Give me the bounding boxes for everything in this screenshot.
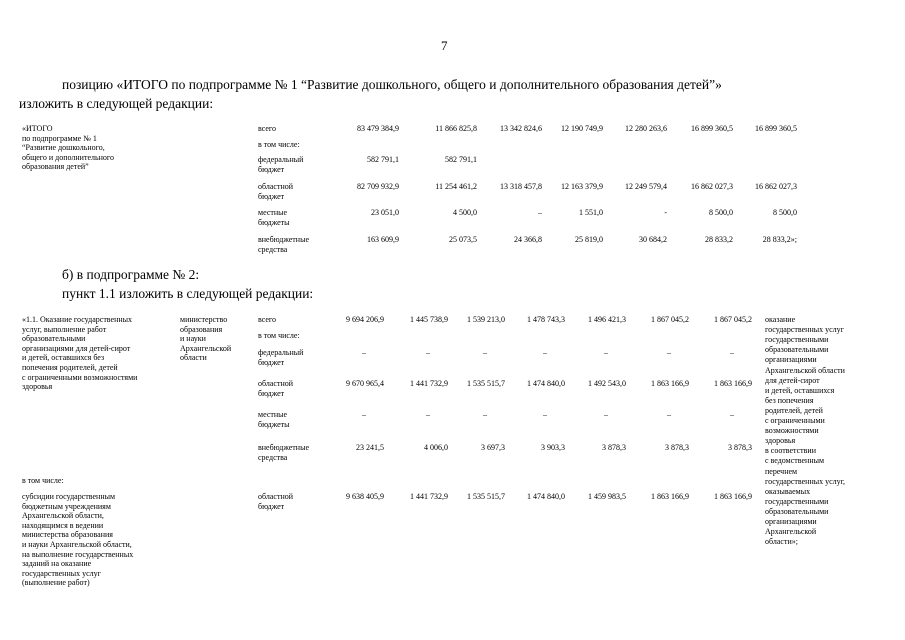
amount-cell: – — [426, 348, 430, 357]
amount-cell: 25 819,0 — [575, 235, 603, 244]
amount-cell: – — [426, 410, 430, 419]
result-line: государственными — [765, 335, 829, 345]
result-line: организациями — [765, 517, 817, 526]
amount-cell: 1 539 213,0 — [467, 315, 505, 324]
intro-line-2: изложить в следующей редакции: — [19, 96, 214, 111]
amount-cell: 16 899 360,5 — [755, 124, 797, 133]
subsidy-label-line: (выполнение работ) — [22, 578, 90, 588]
subsidy-label-line: министерства образования — [22, 530, 113, 540]
amount-cell: 11 254 461,2 — [435, 182, 477, 191]
amount-cell: 1 441 732,9 — [410, 492, 448, 501]
result-line: Архангельской области — [765, 365, 845, 375]
result-line: области»; — [765, 537, 798, 547]
amount-cell: – — [483, 410, 487, 419]
amount-cell: 1 863 166,9 — [714, 379, 752, 388]
amount-cell: 25 073,5 — [449, 235, 477, 244]
funding-source-label: бюджеты — [258, 218, 290, 227]
amount-cell: 1 867 045,2 — [651, 315, 689, 324]
amount-cell: – — [667, 348, 671, 357]
executor-line: министерство — [180, 315, 228, 324]
executor-line: области — [180, 353, 207, 363]
funding-source-label: в том числе: — [258, 331, 300, 340]
subsidy-label-line: и науки Архангельской области, — [22, 540, 132, 549]
item-label-line: и детей, оставшихся без — [22, 353, 105, 363]
subsidy-label-line: государственных услуг — [22, 568, 101, 578]
result-line: образовательными — [765, 506, 829, 516]
amount-cell: - — [664, 208, 667, 217]
executor-line: образования — [180, 324, 223, 334]
amount-cell: 16 862 027,3 — [755, 182, 797, 191]
total-label-line: «ИТОГО — [22, 124, 53, 133]
funding-source-label: средства — [258, 245, 288, 254]
executor-line: и науки — [180, 334, 206, 344]
item-label-line: здоровья — [22, 382, 53, 392]
amount-cell: – — [483, 348, 487, 357]
intro-line-1: позицию «ИТОГО по подпрограмме № 1 “Развитие дошкольного, общего и дополнительного образования детей”» — [62, 77, 722, 92]
amount-cell: 3 878,3 — [602, 443, 626, 452]
amount-cell: 1 459 983,5 — [588, 492, 626, 501]
amount-cell: 1 867 045,2 — [714, 315, 752, 324]
amount-cell: 11 866 825,8 — [435, 124, 477, 133]
amount-cell: – — [604, 348, 608, 357]
amount-cell: 23 051,0 — [371, 208, 399, 217]
result-line: возможностями — [765, 426, 819, 436]
executor-line: Архангельской — [180, 343, 232, 353]
funding-source-label: областной — [258, 492, 294, 501]
result-line: родителей, детей — [765, 405, 823, 415]
subsidy-label-line: субсидии государственным — [22, 492, 116, 501]
funding-source-label: бюджет — [258, 502, 285, 511]
amount-cell: – — [362, 348, 366, 357]
amount-cell: 12 190 749,9 — [561, 124, 603, 133]
amount-cell: 1 474 840,0 — [527, 379, 565, 388]
subsidy-label-line: находящимся в ведении — [22, 520, 104, 530]
amount-cell: 13 318 457,8 — [500, 182, 542, 191]
funding-source-label: областной — [258, 182, 294, 191]
amount-cell: 28 833,2 — [705, 235, 733, 244]
funding-source-label: федеральный — [258, 155, 304, 164]
result-line: оказываемых — [765, 486, 811, 496]
amount-cell: 30 684,2 — [639, 235, 667, 244]
amount-cell: – — [362, 410, 366, 419]
funding-source-label: бюджет — [258, 389, 285, 398]
total-label-line: общего и дополнительного — [22, 152, 114, 162]
amount-cell: 1 535 515,7 — [467, 492, 505, 501]
result-line: Архангельской — [765, 527, 817, 537]
result-line: образовательными — [765, 345, 829, 355]
funding-source-label: местные — [258, 410, 288, 419]
amount-cell: 3 878,3 — [665, 443, 689, 452]
amount-cell: 8 500,0 — [709, 208, 733, 217]
amount-cell: 1 496 421,3 — [588, 315, 626, 324]
funding-source-label: всего — [258, 315, 277, 324]
amount-cell: 1 478 743,3 — [527, 315, 565, 324]
funding-source-label: бюджет — [258, 192, 285, 201]
amount-cell: 28 833,2»; — [762, 235, 797, 244]
result-line: для детей-сирот — [765, 375, 820, 385]
amount-cell: 1 474 840,0 — [527, 492, 565, 501]
funding-source-label: всего — [258, 124, 277, 133]
item-label-line: услуг, выполнение работ — [22, 324, 107, 334]
result-line: здоровья — [765, 436, 796, 446]
subsidy-label-line: бюджетным учреждениям — [22, 501, 111, 511]
amount-cell: 582 791,1 — [367, 155, 399, 164]
amount-cell: 1 535 515,7 — [467, 379, 505, 388]
amount-cell: 83 479 384,9 — [357, 124, 399, 133]
result-line: с ведомственным — [765, 456, 825, 466]
amount-cell: – — [730, 410, 734, 419]
amount-cell: 1 863 166,9 — [714, 492, 752, 501]
amount-cell: 16 899 360,5 — [691, 124, 733, 133]
amount-cell: – — [730, 348, 734, 357]
amount-cell: 4 006,0 — [424, 443, 448, 452]
result-line: перечнем — [765, 466, 798, 476]
amount-cell: 16 862 027,3 — [691, 182, 733, 191]
amount-cell: 82 709 932,9 — [357, 182, 399, 191]
amount-cell: 13 342 824,6 — [500, 124, 542, 133]
amount-cell: 9 638 405,9 — [346, 492, 384, 501]
section-b-line-1: б) в подпрограмме № 2: — [62, 267, 200, 282]
funding-source-label: внебюджетные — [258, 443, 309, 452]
result-line: государственных услуг — [765, 325, 844, 335]
amount-cell: 12 163 379,9 — [561, 182, 603, 191]
result-line: с ограниченными — [765, 416, 825, 425]
subsidy-label-line: Архангельской области, — [22, 511, 104, 521]
amount-cell: 23 241,5 — [356, 443, 384, 452]
funding-source-label: бюджеты — [258, 420, 290, 429]
subsidy-label-line: на выполнение государственных — [22, 549, 134, 559]
amount-cell: 9 694 206,9 — [346, 315, 384, 324]
item-label-line: с ограниченными возможностями — [22, 372, 138, 382]
amount-cell: 9 670 965,4 — [346, 379, 384, 388]
section-b-line-2: пункт 1.1 изложить в следующей редакции: — [62, 286, 314, 301]
funding-source-label: бюджет — [258, 165, 285, 174]
result-line: государственных услуг, — [765, 476, 846, 486]
amount-cell: 3 903,3 — [541, 443, 565, 452]
total-label-line: “Развитие дошкольного, — [22, 143, 105, 152]
result-line: государственными — [765, 496, 829, 506]
amount-cell: 1 492 543,0 — [588, 379, 626, 388]
total-label-line: по подпрограмме № 1 — [22, 133, 97, 143]
page-number: 7 — [441, 38, 448, 53]
result-line: и детей, оставшихся — [765, 385, 835, 395]
item-label-line: организациями для детей-сирот — [22, 343, 131, 353]
result-line: в соответствии — [765, 446, 816, 456]
amount-cell: 1 445 738,9 — [410, 315, 448, 324]
subsidy-label-line: заданий на оказание — [22, 559, 92, 569]
funding-source-label: местные — [258, 208, 288, 217]
funding-source-label: в том числе: — [258, 140, 300, 149]
funding-source-label: бюджет — [258, 358, 285, 367]
amount-cell: 163 609,9 — [367, 235, 399, 244]
funding-source-label: внебюджетные — [258, 235, 309, 244]
including-label: в том числе: — [22, 476, 64, 485]
amount-cell: 1 863 166,9 — [651, 379, 689, 388]
item-label-line: попечения родителей, детей — [22, 363, 118, 372]
amount-cell: 3 697,3 — [481, 443, 505, 452]
amount-cell: 24 366,8 — [514, 235, 542, 244]
result-line: без попечения — [765, 395, 814, 405]
amount-cell: 3 878,3 — [728, 443, 752, 452]
item-label-line: «1.1. Оказание государственных — [22, 315, 133, 324]
amount-cell: 4 500,0 — [453, 208, 477, 217]
result-line: организациями — [765, 355, 817, 365]
funding-source-label: федеральный — [258, 348, 304, 357]
amount-cell: – — [667, 410, 671, 419]
amount-cell: 12 280 263,6 — [625, 124, 667, 133]
amount-cell: 12 249 579,4 — [625, 182, 667, 191]
amount-cell: 1 441 732,9 — [410, 379, 448, 388]
funding-source-label: средства — [258, 453, 288, 462]
result-line: оказание — [765, 315, 796, 324]
amount-cell: 8 500,0 — [773, 208, 797, 217]
amount-cell: – — [543, 348, 547, 357]
funding-source-label: областной — [258, 379, 294, 388]
amount-cell: 582 791,1 — [445, 155, 477, 164]
amount-cell: – — [604, 410, 608, 419]
item-label-line: образовательными — [22, 334, 86, 344]
amount-cell: – — [543, 410, 547, 419]
amount-cell: 1 863 166,9 — [651, 492, 689, 501]
amount-cell: 1 551,0 — [579, 208, 603, 217]
total-label-line: образования детей” — [22, 162, 89, 171]
amount-cell: – — [538, 208, 542, 217]
